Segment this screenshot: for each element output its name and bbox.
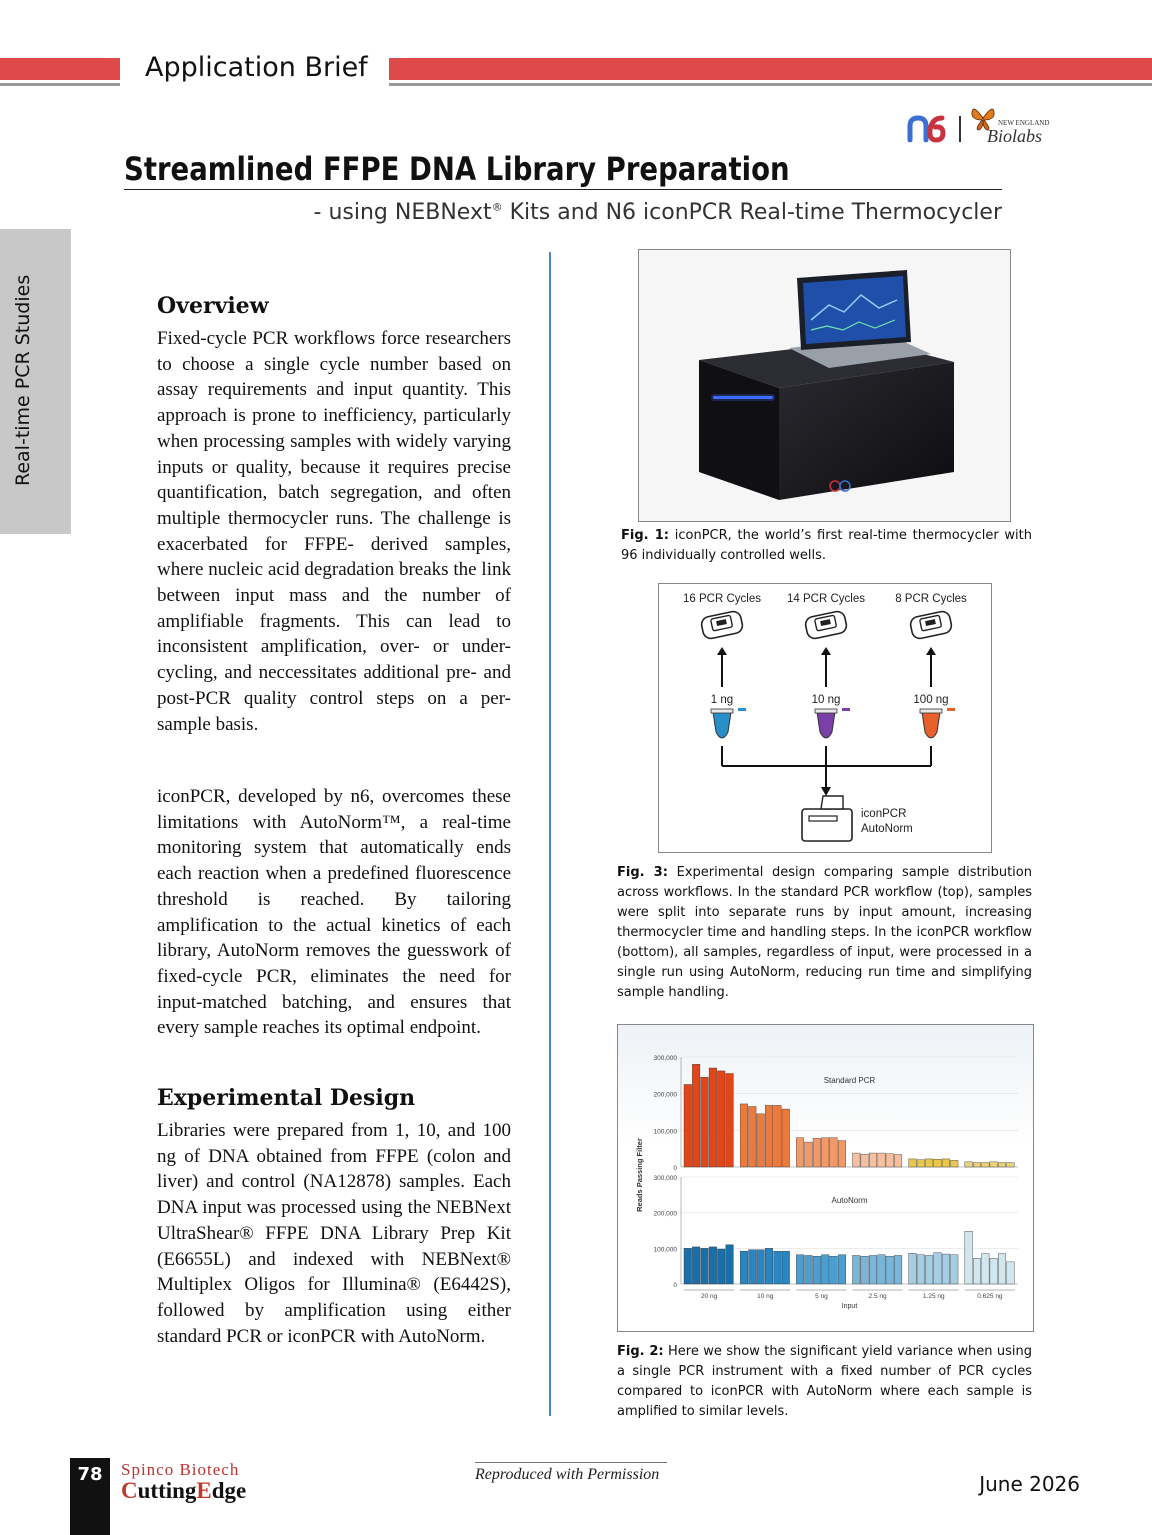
x-tick-label: 0.625 ng xyxy=(977,1293,1003,1300)
bar xyxy=(973,1163,981,1167)
x-axis-label: Input xyxy=(841,1303,858,1310)
bar xyxy=(726,1245,734,1284)
up-arrow-head xyxy=(717,647,727,655)
cycle-label: 16 PCR Cycles xyxy=(683,593,761,605)
machine-body xyxy=(802,809,852,841)
bar xyxy=(821,1255,829,1284)
bar xyxy=(1007,1262,1015,1284)
overview-paragraph-1: Fixed-cycle PCR workflows force researchers to choose a single cycle number based on assay requirements and input quantity. This approach is prone to inefficiency, particularly when processing samples with widely varying inputs or quality, because it requires precise quantification, batch segregation, and often multiple thermocycler runs. The challenge is exacerbated for FFPE- derived samples, where nucleic acid degradation breaks the link between input mass and the number of amplifiable fragments. This can lead to inconsistent amplification, over- or under-cycling, and neccessitates additional pre- and post-PCR quality control steps on a per-sample basis. xyxy=(157,328,511,735)
fig2-caption-label: Fig. 2: xyxy=(617,1344,664,1359)
bar xyxy=(982,1163,990,1167)
footer-rule xyxy=(475,1462,667,1463)
footer-brand-top: Spinco Biotech xyxy=(121,1460,240,1479)
bar xyxy=(853,1153,861,1167)
input-label: 10 ng xyxy=(811,694,841,706)
fig1-caption xyxy=(621,526,1032,566)
bar xyxy=(717,1249,725,1284)
bar xyxy=(942,1254,950,1284)
reproduced-note: Reproduced with Permission xyxy=(475,1466,660,1483)
bar xyxy=(830,1138,838,1167)
tube-mark xyxy=(842,708,850,711)
title-rule xyxy=(124,189,1002,190)
up-arrow-head xyxy=(821,647,831,655)
bar xyxy=(861,1256,869,1284)
iconpcr-machine-icon xyxy=(802,796,852,841)
bar xyxy=(717,1071,725,1167)
thermocycler-illustration xyxy=(639,250,1010,521)
thermocycler-icon xyxy=(804,610,848,640)
tube-cap xyxy=(815,709,837,713)
bar xyxy=(757,1114,765,1167)
bar xyxy=(749,1250,757,1284)
machine-label-1: iconPCR xyxy=(861,808,907,820)
header-red-bar-right xyxy=(389,58,1152,80)
tube-cap xyxy=(920,709,942,713)
brand-c: C xyxy=(121,1478,138,1503)
bar xyxy=(813,1256,821,1284)
bar xyxy=(709,1068,717,1167)
brand-dge: dge xyxy=(211,1478,247,1503)
fig1-caption-text: iconPCR, the world’s first real-time thermocycler with 96 individually controlled wells. xyxy=(621,528,1033,563)
bar xyxy=(878,1255,886,1284)
bar xyxy=(934,1253,942,1284)
overview-paragraph-2: iconPCR, developed by n6, overcomes these limitations with AutoNorm™, a real-time monitoring system that automatically ends each reaction when a predefined fluorescence threshold is reached. By tailoring amplification to the actual kinetics of each library, AutoNorm removes the guesswork of fixed-cycle PCR, eliminates the need for input-matched batching, and ensures that every sample reaches its optimal endpoint. xyxy=(157,786,511,1039)
bar xyxy=(894,1255,902,1284)
bar xyxy=(830,1256,838,1284)
fig2-chart-frame xyxy=(617,1024,1034,1332)
brand-utting: utting xyxy=(137,1478,197,1503)
column-divider xyxy=(549,252,551,1416)
bar xyxy=(701,1077,709,1167)
bar xyxy=(726,1074,734,1168)
y-tick-label: 100,000 xyxy=(653,1246,677,1254)
bar xyxy=(1007,1163,1015,1167)
bar xyxy=(684,1085,692,1168)
bar xyxy=(821,1138,829,1167)
bar xyxy=(998,1254,1006,1284)
side-tab-label: Real-time PCR Studies xyxy=(12,274,34,486)
cycle-label: 8 PCR Cycles xyxy=(895,593,967,605)
subtitle-pre: - using NEBNext xyxy=(313,200,492,225)
n6-logo xyxy=(906,110,948,146)
bar xyxy=(861,1154,869,1167)
bar xyxy=(998,1163,1006,1167)
machine-screen xyxy=(821,796,843,809)
cycle-label: 14 PCR Cycles xyxy=(787,593,865,605)
bar xyxy=(805,1255,813,1284)
bar xyxy=(886,1154,894,1167)
x-tick-label: 2.5 ng xyxy=(868,1293,887,1300)
bar xyxy=(909,1159,917,1167)
panel-title: AutoNorm xyxy=(831,1196,868,1205)
fig2-caption-text: Here we show the significant yield variance when using a single PCR instrument with a fixed number of PCR cycles compared to iconPCR with AutoNorm where each sample is amplified to similar levels. xyxy=(617,1344,1032,1419)
bar xyxy=(796,1138,804,1167)
y-tick-label: 0 xyxy=(673,1282,677,1289)
bar xyxy=(869,1255,877,1284)
y-tick-label: 300,000 xyxy=(653,1175,677,1182)
bar xyxy=(782,1109,790,1167)
bar xyxy=(965,1162,973,1167)
side-tab xyxy=(0,229,71,534)
experimental-paragraph: Libraries were prepared from 1, 10, and 100 ng of DNA obtained from FFPE (colon and liver) and control (NA12878) samples. Each DNA input was processed using the NEBNext UltraShear® FFPE DNA Library Prep Kit (E6655L) and indexed with NEBNext® Multiplex Oligos for Illumina® (E6442S), followed by amplification using either standard PCR or iconPCR with AutoNorm. xyxy=(157,1120,511,1347)
page-title: Streamlined FFPE DNA Library Preparation xyxy=(124,150,790,188)
bar xyxy=(692,1247,700,1284)
bar xyxy=(886,1256,894,1284)
subtitle-reg: ® xyxy=(491,200,503,214)
bar xyxy=(869,1153,877,1167)
tube-mark xyxy=(738,708,746,711)
fig3-caption xyxy=(617,863,1032,1003)
y-tick-label: 200,000 xyxy=(653,1091,677,1099)
y-tick-label: 200,000 xyxy=(653,1210,677,1218)
bar xyxy=(925,1159,933,1167)
tube-cap xyxy=(711,709,733,713)
bar xyxy=(774,1251,782,1284)
bar xyxy=(925,1255,933,1284)
neb-logo-main: Biolabs xyxy=(987,126,1043,146)
fig1-image-frame xyxy=(638,249,1011,522)
bar xyxy=(701,1248,709,1284)
machine-label-2: AutoNorm xyxy=(861,823,913,835)
bar xyxy=(796,1255,804,1284)
page-subtitle xyxy=(314,200,1002,225)
page-number: 78 xyxy=(70,1458,110,1535)
x-tick-label: 10 ng xyxy=(757,1293,774,1300)
reads-chart xyxy=(618,1025,1033,1331)
bar xyxy=(934,1159,942,1167)
sample-tube xyxy=(713,712,731,738)
fig3-caption-text: Experimental design comparing sample distribution across workflows. In the standard PCR workflow (top), samples were split into separate runs by input amount, increasing thermocycler time and handling steps. In the iconPCR workflow (bottom), all samples, regardless of input, were processed in a single run using AutoNorm, reducing run time and simplifying sample handling. xyxy=(617,865,1032,1000)
bar xyxy=(990,1258,998,1284)
bar xyxy=(853,1255,861,1284)
x-tick-label: 20 ng xyxy=(700,1293,718,1300)
header-gray-line-left xyxy=(0,83,120,86)
input-label: 100 ng xyxy=(913,694,949,706)
workflow-diagram xyxy=(659,584,991,852)
bar xyxy=(965,1231,973,1284)
bar xyxy=(878,1153,886,1167)
x-tick-label: 1.25 ng xyxy=(922,1293,945,1300)
header-gray-line-right xyxy=(389,83,1152,86)
issue-date: June 2026 xyxy=(979,1472,1080,1496)
fig1-caption-label: Fig. 1: xyxy=(621,528,669,543)
bar xyxy=(740,1104,748,1167)
y-tick-label: 100,000 xyxy=(653,1128,677,1136)
bar xyxy=(782,1251,790,1284)
machine-slot xyxy=(809,816,837,821)
bar xyxy=(838,1255,846,1284)
sample-tube xyxy=(922,712,940,738)
overview-heading: Overview xyxy=(157,293,269,319)
brand-e: E xyxy=(196,1478,212,1503)
bar xyxy=(740,1251,748,1284)
bar xyxy=(990,1162,998,1167)
bar xyxy=(894,1155,902,1167)
fig3-caption-label: Fig. 3: xyxy=(617,865,668,880)
y-tick-label: 0 xyxy=(673,1165,677,1172)
bar xyxy=(765,1105,773,1167)
bar xyxy=(684,1248,692,1284)
input-label: 1 ng xyxy=(710,694,734,706)
bar xyxy=(942,1159,950,1167)
bar xyxy=(982,1254,990,1284)
bar xyxy=(813,1138,821,1167)
bar xyxy=(774,1105,782,1167)
logo-separator xyxy=(959,116,961,142)
bar xyxy=(950,1160,958,1167)
footer-brand-cuttingedge xyxy=(121,1478,246,1504)
bar xyxy=(805,1142,813,1167)
bar xyxy=(692,1064,700,1167)
bar xyxy=(909,1253,917,1284)
bar xyxy=(749,1107,757,1168)
tube-mark xyxy=(947,708,955,711)
subtitle-post: Kits and N6 iconPCR Real-time Thermocycler xyxy=(502,200,1002,225)
panel-title: Standard PCR xyxy=(823,1076,876,1085)
header-red-bar-left xyxy=(0,58,120,80)
bar xyxy=(838,1141,846,1167)
fig3-diagram-frame xyxy=(658,583,992,853)
bar xyxy=(709,1247,717,1284)
bar xyxy=(765,1248,773,1284)
bar xyxy=(950,1255,958,1284)
thermocycler-icon xyxy=(909,610,953,640)
y-axis-label: Reads Passing Filter xyxy=(635,1138,644,1212)
bar xyxy=(917,1255,925,1284)
up-arrow-head xyxy=(926,647,936,655)
sample-tube xyxy=(817,712,835,738)
bar xyxy=(917,1160,925,1167)
neb-logo-top: NEW ENGLAND xyxy=(998,119,1050,127)
application-brief-label: Application Brief xyxy=(145,52,368,83)
fig2-caption xyxy=(617,1342,1032,1422)
bar xyxy=(973,1258,981,1284)
y-tick-label: 300,000 xyxy=(653,1055,677,1062)
x-tick-label: 5 ng xyxy=(815,1293,828,1300)
down-arrow-head xyxy=(821,787,831,796)
bar xyxy=(757,1250,765,1284)
experimental-heading: Experimental Design xyxy=(157,1085,416,1111)
thermocycler-icon xyxy=(700,610,744,640)
